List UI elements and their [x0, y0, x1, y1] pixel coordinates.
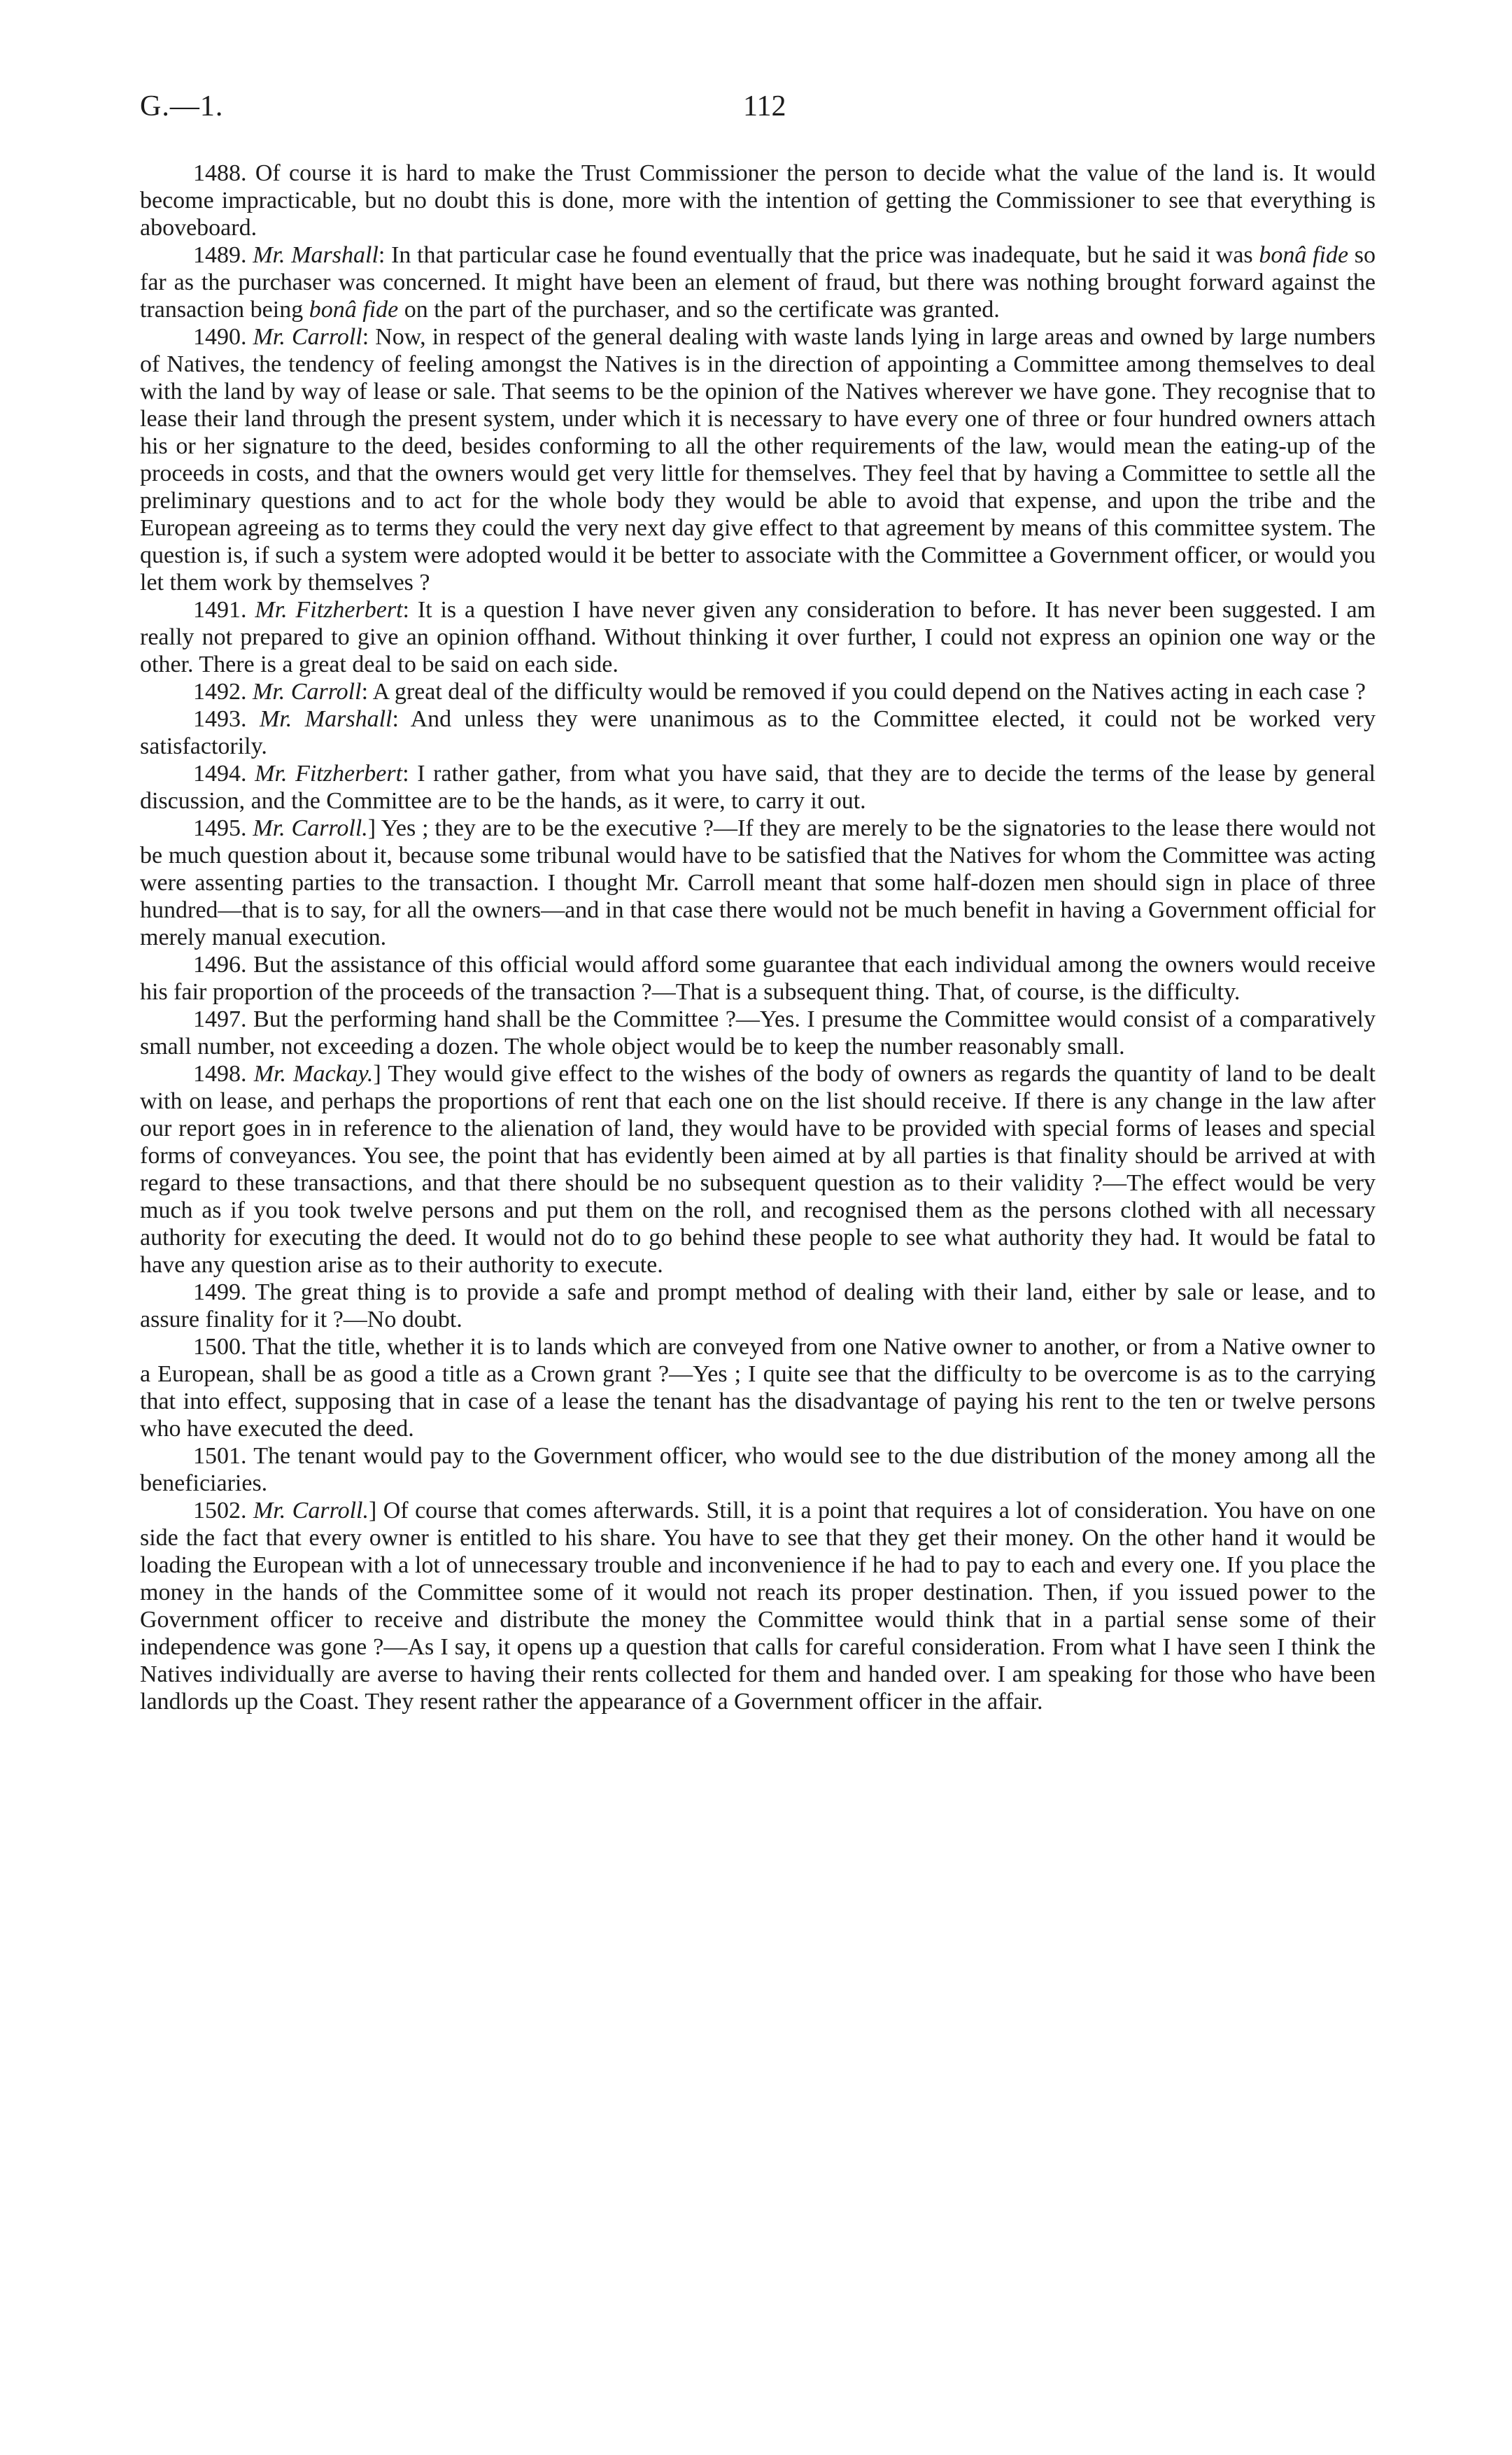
paragraph-text: But the assistance of this official would afford some guarantee that each individual among the owners would receive his fair proportion of the proceeds of the transaction ?—That is a subsequent thing. That, of course, is the difficulty.	[140, 952, 1376, 1005]
question-number: 1495.	[193, 815, 247, 841]
speaker: Mr. Fitzherbert	[255, 761, 403, 787]
speaker-separator: :	[361, 679, 369, 705]
question-number: 1489.	[193, 242, 247, 268]
paragraph-text: The tenant would pay to the Government officer, who would see to the due distribution of the money among all the beneficiaries.	[140, 1443, 1376, 1496]
document-reference: G.—1.	[140, 90, 224, 122]
question-number: 1488.	[193, 160, 247, 186]
question-number: 1499.	[193, 1279, 247, 1305]
paragraph-1502	[140, 1497, 1376, 1715]
speaker: Mr. Marshall	[260, 706, 393, 732]
question-number: 1500.	[193, 1334, 247, 1360]
speaker-separator: ]	[367, 815, 376, 841]
question-number: 1490.	[193, 324, 247, 350]
page-number: 112	[743, 90, 786, 122]
paragraph-1488	[140, 160, 1376, 241]
paragraph-1493	[140, 705, 1376, 760]
speaker-separator: ]	[368, 1498, 377, 1524]
paragraph-1489	[140, 241, 1376, 323]
paragraph-1501	[140, 1442, 1376, 1497]
speaker: Mr. Carroll.	[253, 815, 368, 841]
paragraph-text: Of course that comes afterwards. Still, it is a point that requires a lot of consideration. You have on one side the fact that every owner is entitled to his share. You have to see that they get their money. On the other hand it would be loading the European with a lot of unnecessary trouble and inconvenience if he had to pay to each and every one. If you place the money in the hands of the Committee some of it would not reach its proper destination. Then, if you issued power to the Government officer to receive and distribute the money the Committee would think that in a partial sense some of their independence was gone ?—As I say, it opens up a question that calls for careful consideration. From what I have seen I think the Natives individually are averse to having their rents collected for them and handed over. I am speaking for those who have been landlords up the Coast. They resent rather the appearance of a Government officer in the affair.	[140, 1498, 1376, 1715]
question-number: 1496.	[193, 952, 247, 978]
question-number: 1494.	[193, 761, 247, 787]
question-number: 1497.	[193, 1006, 247, 1032]
paragraph-text: That the title, whether it is to lands which are conveyed from one Native owner to another, or from a Native owner to a European, shall be as good a title as a Crown grant ?—Yes ; I quite see that the difficulty to be overcome is as to the carrying that into effect, supposing that in case of a lease the tenant has the disadvantage of paying his rent to the ten or twelve persons who have executed the deed.	[140, 1334, 1376, 1442]
question-number: 1492.	[193, 679, 247, 705]
question-number: 1498.	[193, 1061, 247, 1087]
paragraph-1498	[140, 1060, 1376, 1279]
document-body	[140, 160, 1376, 1715]
paragraph-1500	[140, 1333, 1376, 1442]
speaker: Mr. Mackay.	[253, 1061, 374, 1087]
paragraph-text: A great deal of the difficulty would be removed if you could depend on the Natives acting in each case ?	[372, 679, 1366, 705]
paragraph-text: Yes ; they are to be the executive ?—If they are merely to be the signatories to the lease there would not be much question about it, because some tribunal would have to be satisfied that the Natives for whom the Committee was acting were assenting parties to the transaction. I thought Mr. Carroll meant that some half-dozen men should sign in place of three hundred—that is to say, for all the owners—and in that case there would not be much benefit in having a Government official for merely manual execution.	[140, 815, 1376, 950]
question-number: 1501.	[193, 1443, 247, 1469]
paragraph-text: The great thing is to provide a safe and prompt method of dealing with their land, either by sale or lease, and to assure finality for it ?—No doubt.	[140, 1279, 1376, 1332]
paragraph-1491	[140, 596, 1376, 678]
speaker-separator: :	[392, 706, 399, 732]
paragraph-1490	[140, 323, 1376, 596]
speaker: Mr. Carroll	[253, 679, 362, 705]
speaker: Mr. Marshall	[253, 242, 379, 268]
paragraph-text: Of course it is hard to make the Trust Commissioner the person to decide what the value of the land is. It would become impracticable, but no doubt this is done, more with the intention of getting the Commissioner to see that everything is aboveboard.	[140, 160, 1376, 241]
paragraph-text: They would give effect to the wishes of the body of owners as regards the quantity of land to be dealt with on lease, and perhaps the proportions of rent that each one on the list should receive. If there is any change in the law after our report goes in in reference to the alienation of land, they would have to be provided with special forms of leases and special forms of conveyances. You see, the point that has evidently been aimed at by all parties is that finality should be arrived at with regard to these transactions, and that there should be no subsequent question as to their validity ?—The effect would be very much as if you took twelve persons and put them on the roll, and recognised them as the persons clothed with all necessary authority for executing the deed. It would not do to go behind these people to see what authority they had. It would be fatal to have any question arise as to their authority to execute.	[140, 1061, 1376, 1278]
speaker: Mr. Carroll.	[253, 1498, 369, 1524]
paragraph-1495	[140, 815, 1376, 951]
page-header	[140, 90, 1376, 132]
speaker-separator: :	[402, 597, 409, 623]
question-number: 1493.	[193, 706, 247, 732]
latin-phrase: bonâ fide	[1259, 242, 1349, 268]
paragraph-1496	[140, 951, 1376, 1006]
question-number: 1491.	[193, 597, 247, 623]
paragraph-1492	[140, 678, 1376, 705]
paragraph-text: And unless they were unanimous as to the Committee elected, it could not be worked very satisfactorily.	[140, 706, 1376, 759]
paragraph-1494	[140, 760, 1376, 815]
paragraph-text: But the performing hand shall be the Committee ?—Yes. I presume the Committee would consist of a comparatively small number, not exceeding a dozen. The whole object would be to keep the number reasonably small.	[140, 1006, 1376, 1060]
speaker-separator: :	[402, 761, 409, 787]
question-number: 1502.	[193, 1498, 247, 1524]
paragraph-text: Now, in respect of the general dealing with waste lands lying in large areas and owned by large numbers of Natives, the tendency of feeling amongst the Natives is in the direction of appointing a Committee among themselves to deal with the land by way of lease or sale. That seems to be the opinion of the Natives wherever we have gone. They recognise that to lease their land through the present system, under which it is necessary to have every one of three or four hundred owners attach his or her signature to the deed, besides conforming to all the other requirements of the law, would mean the eating-up of the proceeds in costs, and that the owners would get very little for themselves. They feel that by having a Committee to settle all the preliminary questions and to act for the whole body they would be able to avoid that expense, and upon the tribe and the European agreeing as to terms they could the very next day give effect to that agreement by means of this committee system. The question is, if such a system were adopted would it be better to associate with the Committee a Government officer, or would you let them work by themselves ?	[140, 324, 1376, 596]
paragraph-text: In that particular case he found eventually that the price was inadequate, but he said it was bonâ fide so far as the purchaser was concerned. It might have been an element of fraud, but there was nothing brought forward against the transaction being bonâ fide on the part of the purchaser, and so the certificate was granted.	[140, 242, 1376, 323]
paragraph-text: It is a question I have never given any consideration to before. It has never been suggested. I am really not prepared to give an opinion offhand. Without thinking it over further, I could not express an opinion one way or the other. There is a great deal to be said on each side.	[140, 597, 1376, 677]
speaker-separator: :	[378, 242, 386, 268]
paragraph-text: I rather gather, from what you have said, that they are to decide the terms of the lease by general discussion, and the Committee are to be the hands, as it were, to carry it out.	[140, 761, 1376, 814]
speaker-separator: :	[362, 324, 369, 350]
speaker-separator: ]	[373, 1061, 381, 1087]
latin-phrase: bonâ fide	[309, 297, 399, 323]
paragraph-1497	[140, 1006, 1376, 1060]
paragraph-1499	[140, 1279, 1376, 1333]
speaker: Mr. Carroll	[253, 324, 362, 350]
speaker: Mr. Fitzherbert	[255, 597, 403, 623]
